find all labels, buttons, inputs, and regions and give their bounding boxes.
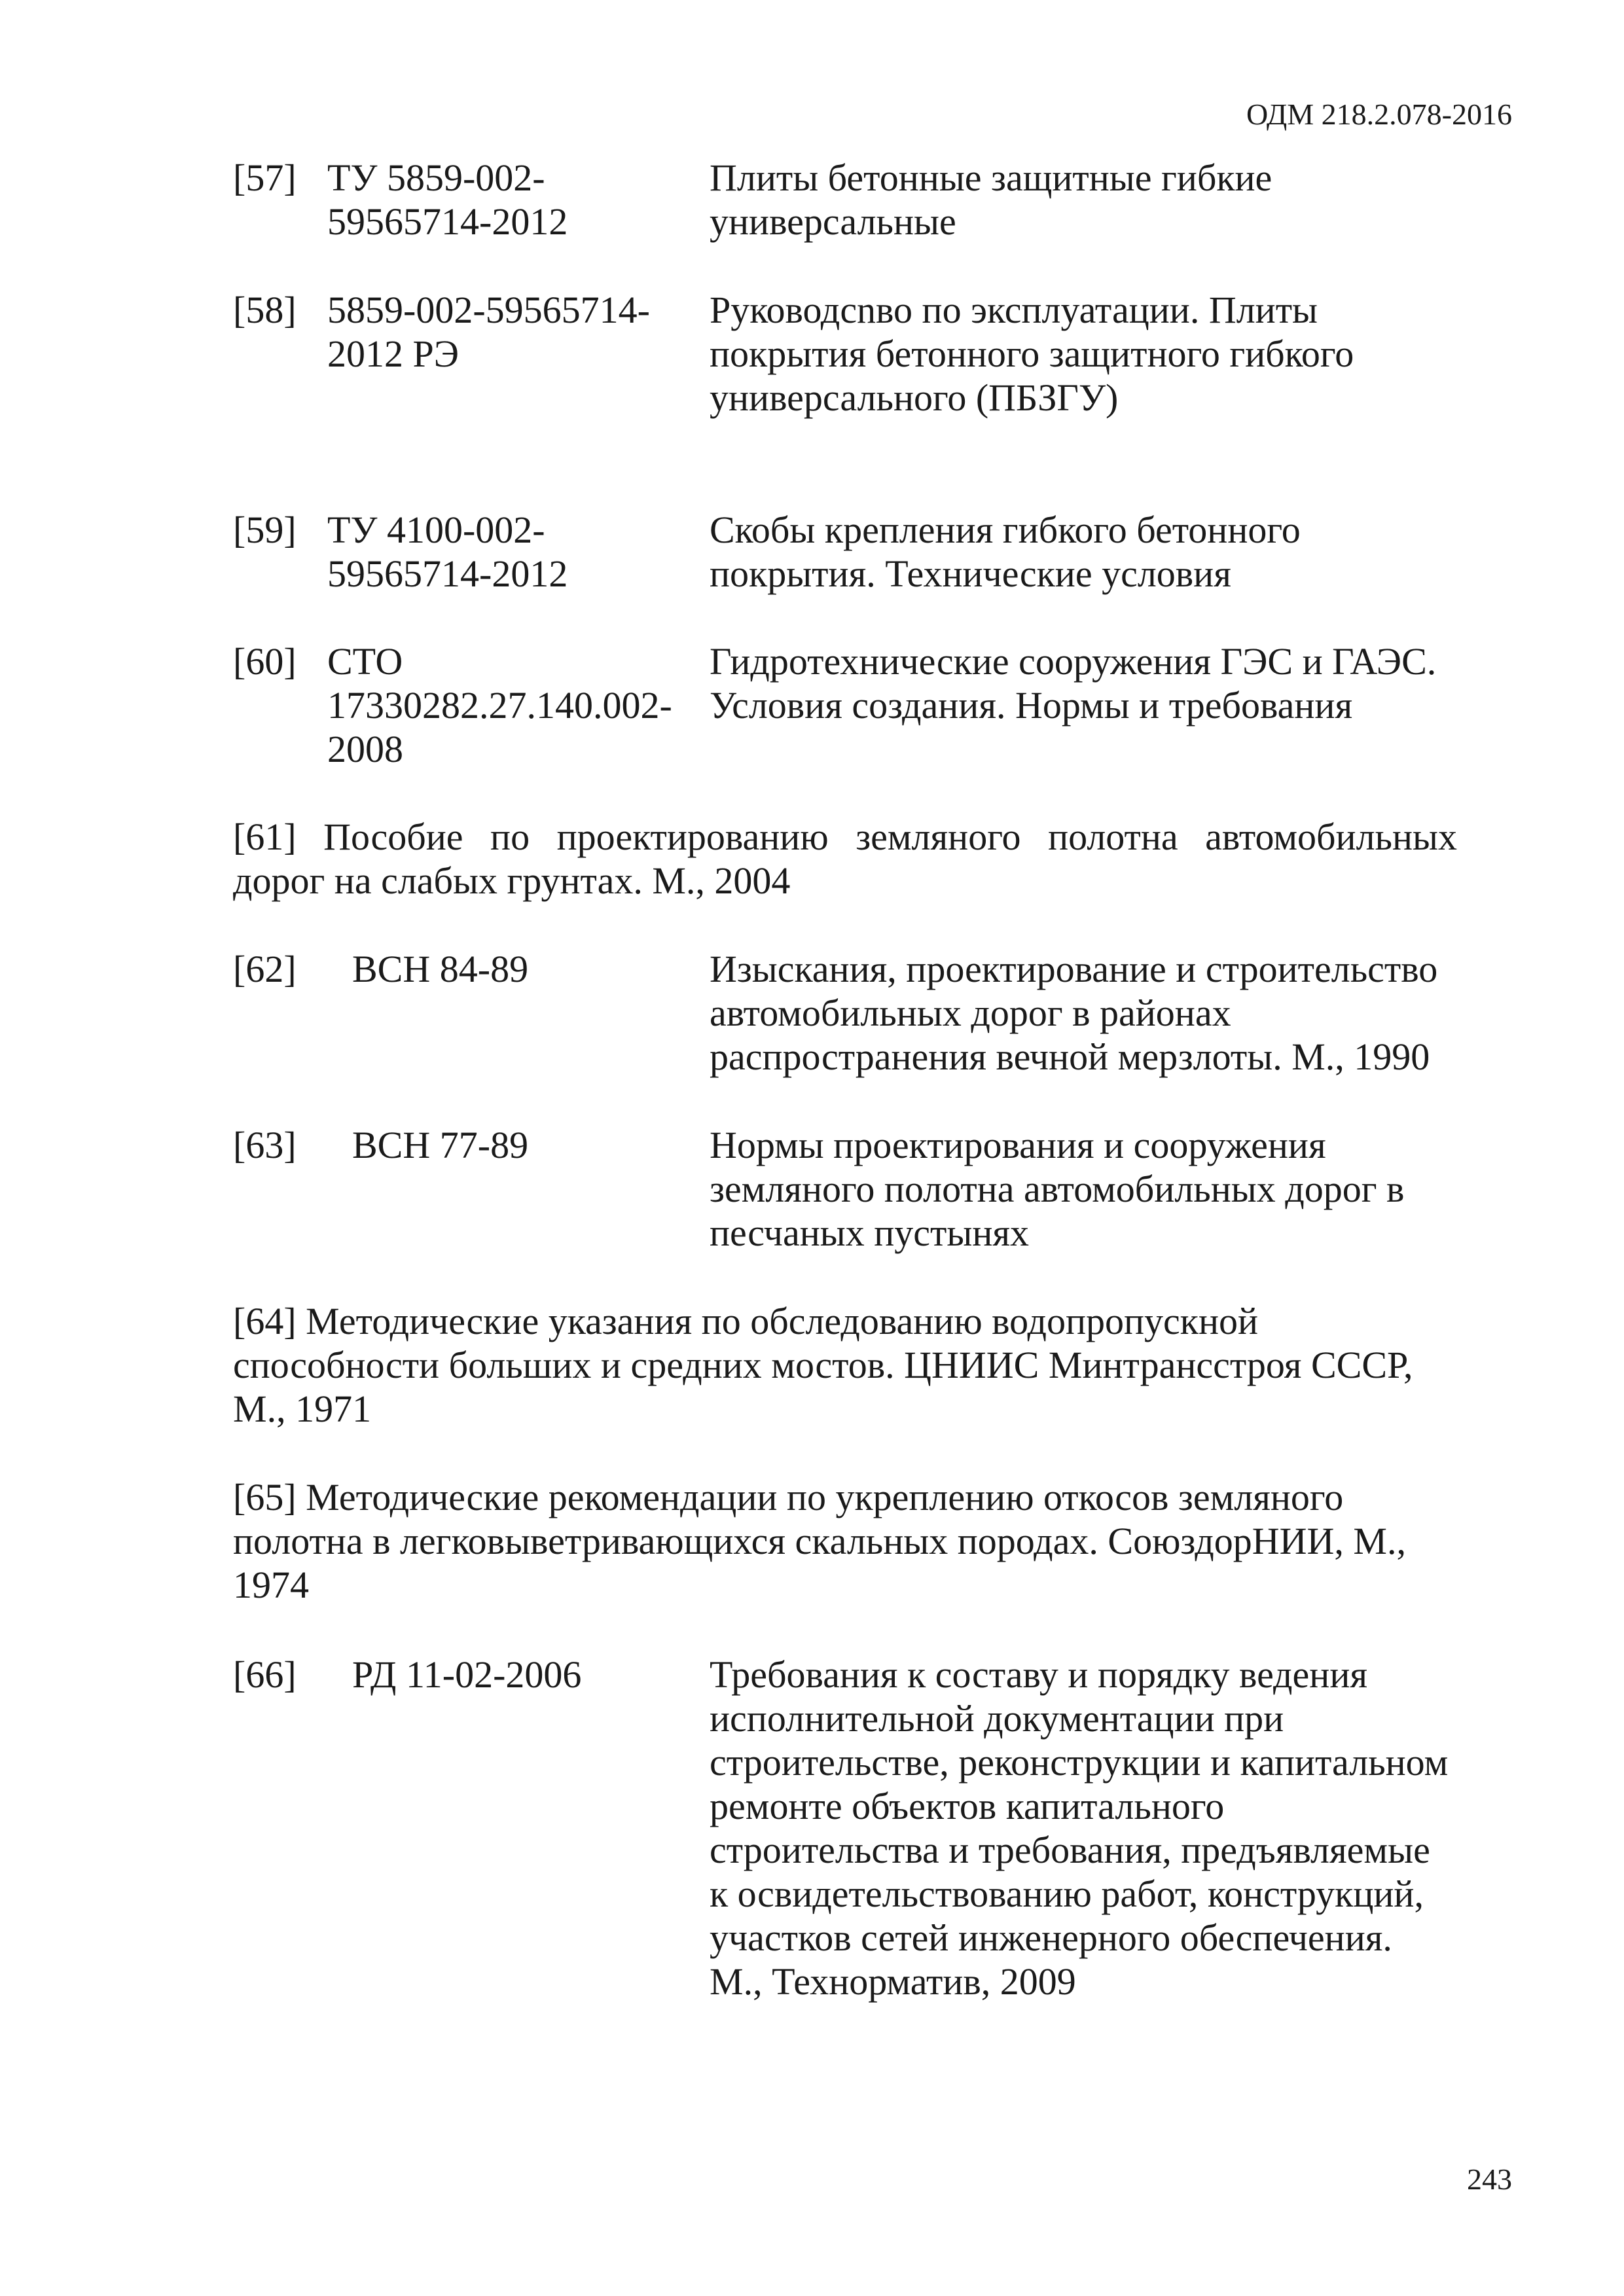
reference-number: [60] <box>233 640 297 683</box>
document-code-header: ОДМ 218.2.078-2016 <box>1246 98 1512 131</box>
reference-text-line: [61] Пособие по проектированию земляного полотна автомобильных <box>233 816 1457 858</box>
reference-paragraph-65 <box>233 1475 1457 1607</box>
reference-code-line: 17330282.27.140.002- <box>327 684 672 726</box>
reference-title-line: строительстве, реконструкции и капитальном <box>710 1741 1449 1784</box>
reference-text-line: [64] Методические указания по обследованию водопропускной <box>233 1300 1259 1342</box>
reference-code-line: 2012 РЭ <box>327 332 460 375</box>
reference-title <box>710 639 1624 727</box>
page-number: 243 <box>1467 2162 1512 2196</box>
reference-title-line: к освидетельствованию работ, конструкций, <box>710 1873 1424 1915</box>
reference-title-line: Гидротехнические сооружения ГЭС и ГАЭС. <box>710 640 1437 683</box>
reference-code-line: 59565714-2012 <box>327 552 568 595</box>
reference-code <box>327 156 694 243</box>
reference-code <box>352 1653 719 1696</box>
reference-title-line: покрытия бетонного защитного гибкого <box>710 332 1354 375</box>
reference-title-line: Изыскания, проектирование и строительство <box>710 948 1438 990</box>
reference-paragraph-64 <box>233 1299 1457 1431</box>
reference-code-line: ВСН 77-89 <box>352 1124 529 1166</box>
reference-title-line: Условия создания. Нормы и требования <box>710 684 1353 726</box>
reference-title-line: распространения вечной мерзлоты. М., 1990 <box>710 1035 1430 1078</box>
reference-number: [57] <box>233 156 297 199</box>
reference-number: [62] <box>233 948 297 990</box>
reference-title-line: покрытия. Технические условия <box>710 552 1231 595</box>
reference-title <box>710 1653 1624 2003</box>
reference-title-line: песчаных пустынях <box>710 1211 1030 1254</box>
reference-title <box>710 1123 1624 1255</box>
reference-code <box>352 947 719 991</box>
reference-title-line: земляного полотна автомобильных дорог в <box>710 1168 1405 1210</box>
reference-title <box>710 288 1624 420</box>
reference-title <box>710 156 1624 243</box>
reference-code-line: 2008 <box>327 728 403 770</box>
reference-code-line: 5859-002-59565714- <box>327 289 650 331</box>
reference-code <box>327 639 694 771</box>
reference-title-line: участков сетей инженерного обеспечения. <box>710 1916 1392 1959</box>
reference-text-line: способности больших и средних мостов. ЦНИИС Минтрансстроя СССР, <box>233 1344 1413 1386</box>
reference-text-line: 1974 <box>233 1564 309 1606</box>
reference-title-line: Руководсnво по эксплуатации. Плиты <box>710 289 1318 331</box>
reference-code-line: РД 11-02-2006 <box>352 1653 582 1696</box>
reference-text-line: М., 1971 <box>233 1388 372 1430</box>
reference-code-line: 59565714-2012 <box>327 200 568 243</box>
reference-number: [66] <box>233 1653 297 1696</box>
reference-title-line: М., Технорматив, 2009 <box>710 1960 1076 2003</box>
reference-number: [59] <box>233 509 297 551</box>
reference-number: [58] <box>233 289 297 331</box>
reference-title <box>710 508 1624 596</box>
reference-code <box>327 288 694 376</box>
reference-code-line: ВСН 84-89 <box>352 948 529 990</box>
reference-paragraph-61 <box>233 815 1457 903</box>
reference-title-line: автомобильных дорог в районах <box>710 992 1231 1034</box>
reference-number: [63] <box>233 1124 297 1166</box>
reference-title-line: универсальные <box>710 200 956 243</box>
reference-title-line: ремонте объектов капитального <box>710 1785 1225 1827</box>
reference-text-line: полотна в легковыветривающихся скальных породах. СоюздорНИИ, М., <box>233 1520 1406 1562</box>
reference-title-line: универсального (ПБЗГУ) <box>710 376 1119 419</box>
reference-code-line: ТУ 5859-002- <box>327 156 545 199</box>
reference-text-line: [65] Методические рекомендации по укреплению откосов земляного <box>233 1476 1344 1518</box>
reference-code-line: ТУ 4100-002- <box>327 509 545 551</box>
reference-code <box>352 1123 719 1167</box>
reference-title-line: Плиты бетонные защитные гибкие <box>710 156 1272 199</box>
reference-title-line: строительства и требования, предъявляемые <box>710 1829 1430 1871</box>
reference-title-line: Требования к составу и порядку ведения <box>710 1653 1368 1696</box>
reference-title-line: Скобы крепления гибкого бетонного <box>710 509 1301 551</box>
reference-title-line: Нормы проектирования и сооружения <box>710 1124 1326 1166</box>
reference-text-line: дорог на слабых грунтах. М., 2004 <box>233 859 791 902</box>
reference-code-line: СТО <box>327 640 403 683</box>
reference-code <box>327 508 694 596</box>
reference-title-line: исполнительной документации при <box>710 1697 1284 1740</box>
reference-title <box>710 947 1624 1079</box>
